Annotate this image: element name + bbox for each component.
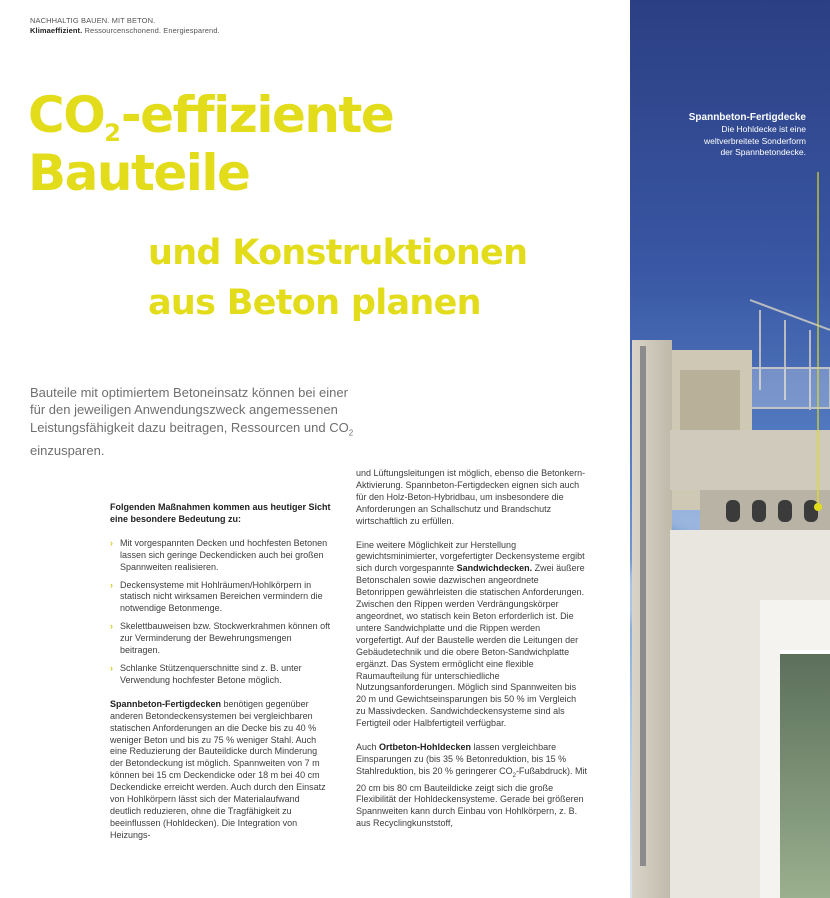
sandwich-paragraph: Eine weitere Möglichkeit zur Herstellung gewichtsminimierter, vorgefertigter Deckensysteme ergibt sich durch vorgespannte Sandwichdecken. Zwei äußere Betonschalen sowie dazwischen angeordnete Betonrippen gewährleisten die statischen Anforderungen. Zwischen den Rippen werden Verdrängungskörper angeordnet, wo statisch kein Beton erforderlich ist. Die untere Sandwichplatte und die Rippen werden vorgefertigt. Auf der Baustelle werden die Leitungen der Gebäudetechnik und die obere Beton-Sandwichplatte ergänzt. Das System ermöglicht eine flexible Raumaufteilung für unterschiedliche Nutzungsanforderungen. Möglich sind Spannweiten bis 20 m und Gewichtseinsparungen bis 50 % im Vergleich zu Massivdecken. Sandwichdeckensysteme sind als Fertigteil oder Halbfertigteil verfügbar. <box>356 539 585 729</box>
bullet-arrow-icon: › <box>110 537 113 548</box>
ortbeton-term: Ortbeton-Hohldecken <box>379 742 472 753</box>
list-item: › Schlanke Stützenquerschnitte sind z. B. unter Verwendung hochfester Betone möglich. <box>110 662 302 685</box>
title-line2: Bauteile <box>28 144 250 202</box>
column <box>632 340 672 898</box>
title-line1 <box>28 86 394 147</box>
list-item: › Mit vorgespannten Decken und hochfesten Betonen lassen sich geringe Deckendicken auch bei großen Spannweiten realisieren. <box>110 537 328 572</box>
title-co: CO <box>28 86 105 144</box>
intro-sub: 2 <box>348 428 354 438</box>
sandwich-term: Sandwichdecken. <box>456 563 533 574</box>
kicker-rest: Ressourcenschonend. Energiesparend. <box>84 26 220 35</box>
title-sub: 2 <box>104 119 121 147</box>
kicker-line1: NACHHALTIG BAUEN. MIT BETON. <box>30 16 156 25</box>
spannbeton-term: Spannbeton-Fertigdecken <box>110 698 222 709</box>
list-item: › Deckensysteme mit Hohlräumen/Hohlkörpern in statisch nicht wirksamen Bereichen vermindern die notwendige Betonmenge. <box>110 579 323 614</box>
building-photo <box>630 0 830 898</box>
list-item: › Skelettbauweisen bzw. Stockwerkrahmen können oft zur Verminderung der Bewehrungsmengen beitragen. <box>110 621 331 656</box>
subtitle-line1: und Konstruktionen <box>148 233 528 273</box>
subtitle-line2: aus Beton planen <box>148 283 481 323</box>
railing <box>740 300 830 410</box>
kicker-line2 <box>30 26 220 36</box>
bullet-arrow-icon: › <box>110 579 113 590</box>
bullet-arrow-icon: › <box>110 662 113 673</box>
page-subtitle <box>148 228 527 328</box>
ortbeton-paragraph: Auch Ortbeton-Hohldecken lassen vergleichbare Einsparungen zu (bis 35 % Betonreduktion, bis 15 % Stahlreduktion, bis 20 % geringerer $CO_2-Fußabdruck$). Mit 20 cm bis 80 cm Bauteildicke zeigt sich die große Flexibilität der Hohldeckensysteme. Gerade bei größeren Spannweiten kann durch Einbau von Hohlkörpern, z. B. aus Recyclingkunststoff, <box>356 742 587 829</box>
title-effiziente: -effiziente <box>120 86 394 144</box>
measures-lead: Folgenden Maßnahmen kommen aus heutiger Sicht eine besondere Bedeutung zu: <box>110 502 331 524</box>
kicker-bold: Klimaeffizient. <box>30 26 83 35</box>
intro-text-b: einzusparen. <box>30 442 105 458</box>
intro-text-a: Bauteile mit optimiertem Betoneinsatz können bei einer für den jeweiligen Anwendungszweck angemessenen Leistungsfähigkeit dazu beitragen, Ressourcen und CO <box>30 385 349 435</box>
pointer-dot <box>814 503 822 511</box>
spannbeton-paragraph: Spannbeton-Fertigdecken benötigen gegenüber anderen Betondeckensystemen bei vergleichbaren statischen Anforderungen an die Decke bis zu 40 % weniger Beton und bis zu 75 % weniger Stahl. Auch eine Reduzierung der Bauteildicke durch Minderung der Betondeckung ist möglich. Spannweiten von 7 m können bei 15 cm Deckendicke oder 18 m bei 40 cm Deckendicke erreicht werden. Auch durch den Einsatz von Hohlkörpern lässt sich der Materialaufwand deutlich reduzieren, ohne die Tragfähigkeit zu beeinflussen (Hohldecken). Die Integration von Heizungs- <box>110 698 326 840</box>
page-kicker <box>30 16 220 36</box>
text-column-1 <box>110 502 332 854</box>
text-column-2 <box>356 468 588 842</box>
paragraph-continued: und Lüftungsleitungen ist möglich, ebenso die Betonkern-Aktivierung. Spannbeton-Fertigdecken eignen sich auch für den Holz-Beton-Hybridbau, um insbesondere die Anforderungen an Schallschutz und Brandschutz wirtschaftlich zu erfüllen. <box>356 468 586 526</box>
caption-text: Die Hohldecke ist eine weltverbreitete Sonderform der Spannbetondecke. <box>703 123 806 158</box>
intro-paragraph <box>30 384 360 459</box>
photo-caption <box>689 112 806 159</box>
page-title <box>28 86 393 202</box>
measures-list <box>110 538 332 687</box>
window <box>780 650 830 898</box>
bullet-arrow-icon: › <box>110 621 113 632</box>
caption-title: Spannbeton-Fertigdecke <box>688 112 806 123</box>
